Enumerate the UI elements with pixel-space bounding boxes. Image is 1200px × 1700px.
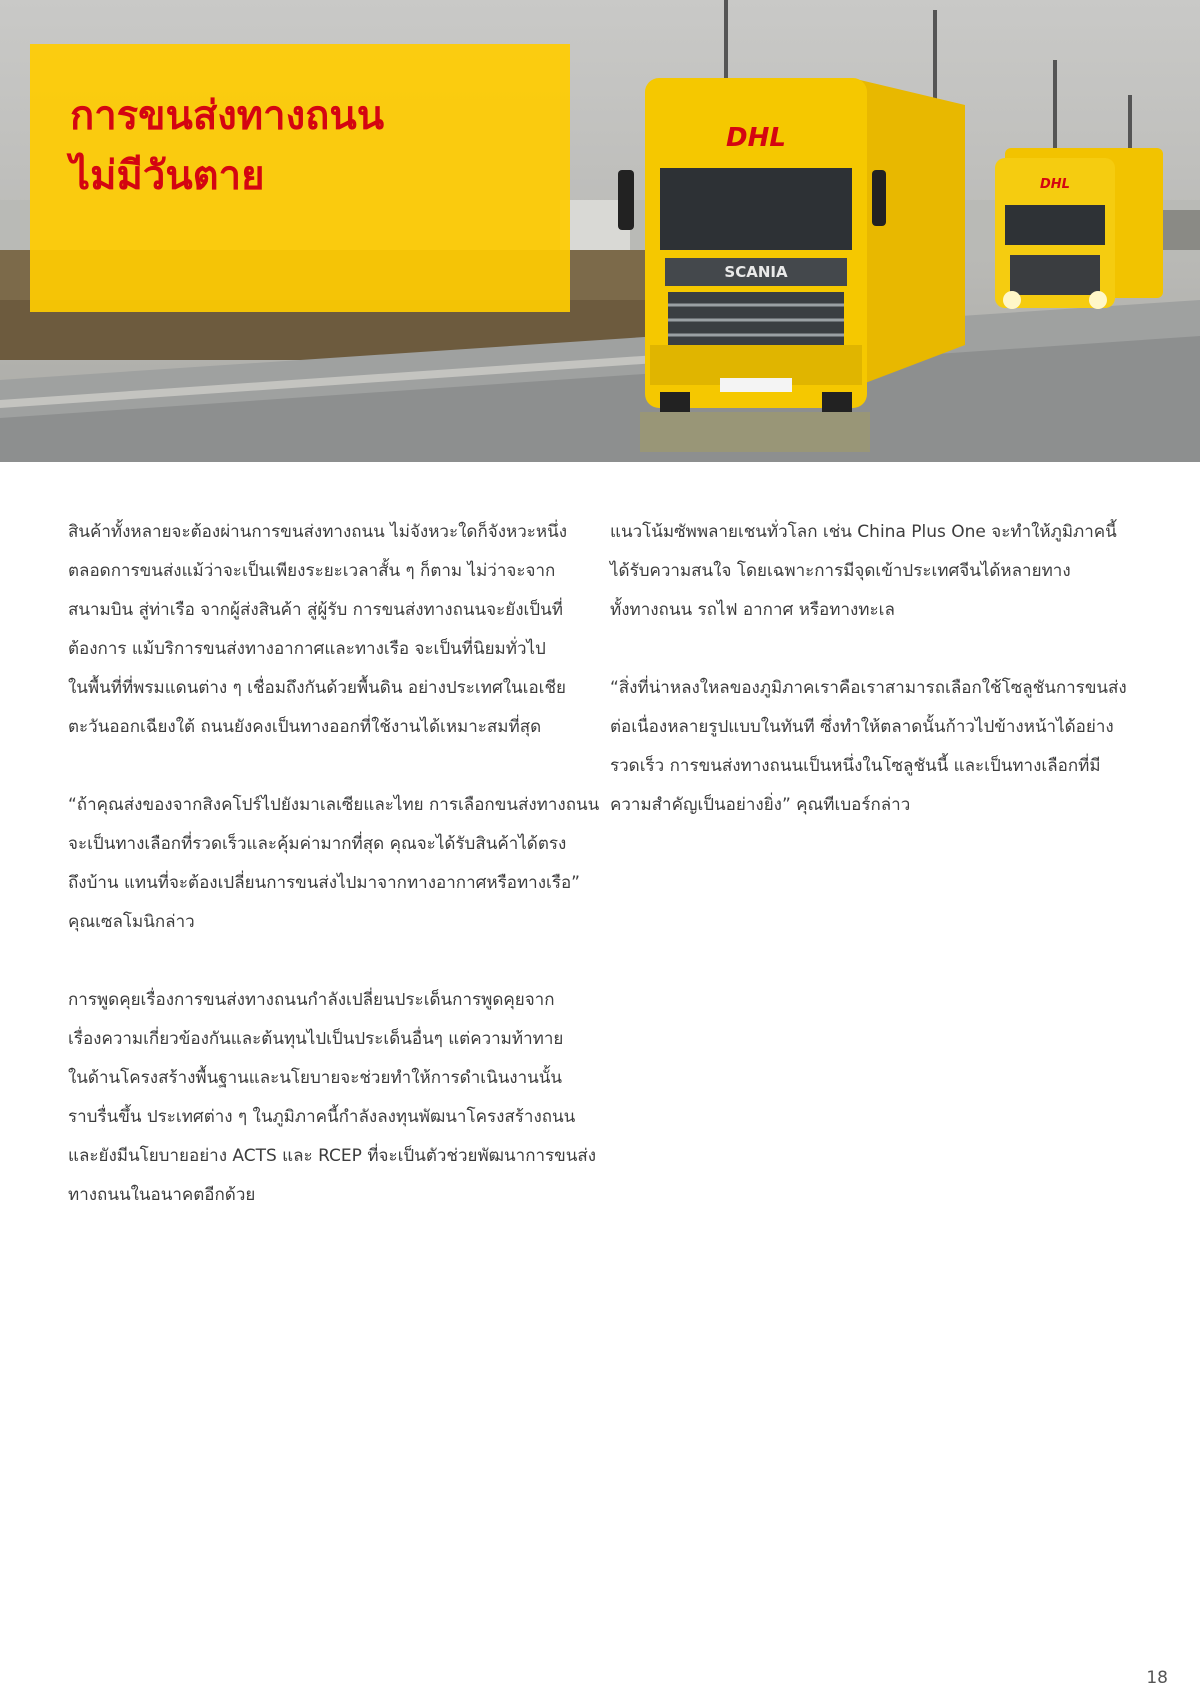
truck-maker-label: SCANIA <box>724 263 788 281</box>
left-column <box>68 513 616 1254</box>
page-title-line-2: ไม่มีวันตาย <box>70 153 265 199</box>
paragraph: แนวโน้มซัพพลายเชนทั่วโลก เช่น China Plus One จะทำให้ภูมิภาคนี้ ได้รับความสนใจ โดยเฉพาะการมีจุดเข้าประเทศจีนได้หลายทาง ทั้งทางถนน รถไฟ อากาศ หรือทางทะเล <box>610 522 1117 620</box>
page-title <box>70 86 384 206</box>
title-panel <box>30 44 570 312</box>
hero-image <box>0 0 1200 462</box>
paragraph: การพูดคุยเรื่องการขนส่งทางถนนกำลังเปลี่ยนประเด็นการพูดคุยจาก เรื่องความเกี่ยวข้องกันและต้นทุนไปเป็นประเด็นอื่นๆ แต่ความท้าทาย ในด้านโครงสร้างพื้นฐานและนโยบายจะช่วยทำให้การดำเนินงานนั้น ราบรื่นขึ้น ประเทศต่าง ๆ ในภูมิภาคนี้กำลังลงทุนพัฒนาโครงสร้างถนน และยังมีนโยบายอย่าง ACTS และ RCEP ที่จะเป็นตัวช่วยพัฒนาการขนส่ง ทางถนนในอนาคตอีกด้วย <box>68 990 597 1205</box>
right-column <box>610 513 1150 864</box>
paragraph: สินค้าทั้งหลายจะต้องผ่านการขนส่งทางถนน ไม่จังหวะใดก็จังหวะหนึ่ง ตลอดการขนส่งแม้ว่าจะเป็นเพียงระยะเวลาสั้น ๆ ก็ตาม ไม่ว่าจะจาก สนามบิน สู่ท่าเรือ จากผู้ส่งสินค้า สู่ผู้รับ การขนส่งทางถนนจะยังเป็นที่ ต้องการ แม้บริการขนส่งทางอากาศและทางเรือ จะเป็นที่นิยมทั่วไป ในพื้นที่ที่พรมแดนต่าง ๆ เชื่อมถึงกันด้วยพื้นดิน อย่างประเทศในเอเชีย ตะวันออกเฉียงใต้ ถนนยังคงเป็นทางออกที่ใช้งานได้เหมาะสมที่สุด <box>68 522 568 737</box>
rear-truck-logo: DHL <box>1040 177 1070 192</box>
quote-paragraph: “สิ่งที่น่าหลงใหลของภูมิภาคเราคือเราสามารถเลือกใช้โซลูชันการขนส่ง ต่อเนื่องหลายรูปแบบในทันที ซึ่งทำให้ตลาดนั้นก้าวไปข้างหน้าได้อย่าง รวดเร็ว การขนส่งทางถนนเป็นหนึ่งในโซลูชันนี้ และเป็นทางเลือกที่มี ความสำคัญเป็นอย่างยิ่ง” คุณทีเบอร์กล่าว <box>610 678 1127 815</box>
truck-logo: DHL <box>726 123 786 153</box>
page-title-line-1: การขนส่งทางถนน <box>70 93 385 139</box>
page-number: 18 <box>1146 1668 1168 1688</box>
quote-paragraph: “ถ้าคุณส่งของจากสิงคโปร์ไปยังมาเลเซียและไทย การเลือกขนส่งทางถนน จะเป็นทางเลือกที่รวดเร็วและคุ้มค่ามากที่สุด คุณจะได้รับสินค้าได้ตรง ถึงบ้าน แทนที่จะต้องเปลี่ยนการขนส่งไปมาจากทางอากาศหรือทางเรือ” คุณเซลโมนิกล่าว <box>68 795 600 932</box>
